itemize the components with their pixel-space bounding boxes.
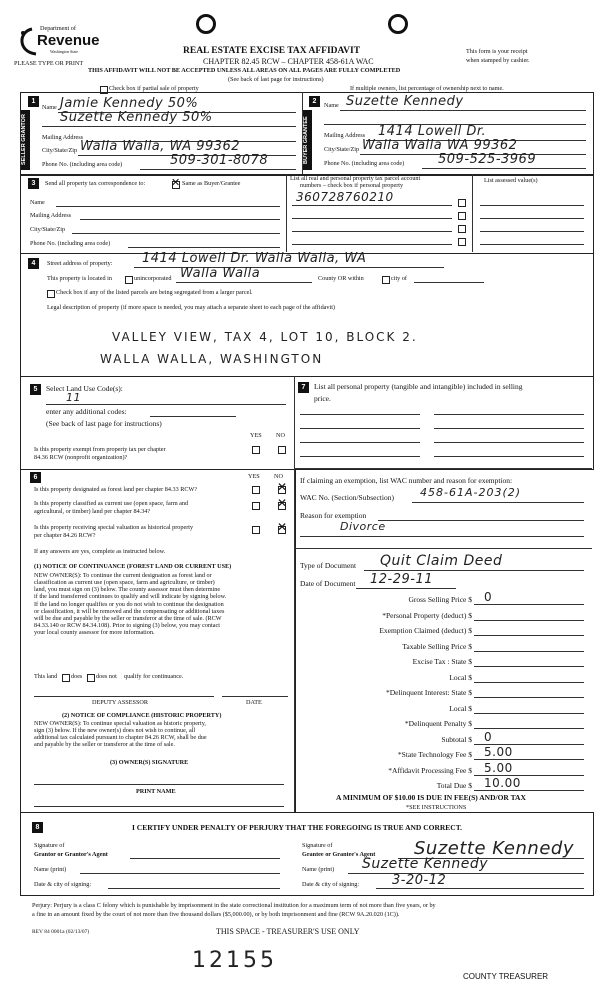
fee-label: Subtotal $ [441, 734, 472, 744]
exempt-question-2: 84.36 RCW (nonprofit organization)? [34, 454, 128, 461]
does-not-checkbox[interactable] [87, 674, 95, 682]
multiple-owners-note: If multiple owners, list percentage of ownership next to name. [350, 85, 504, 92]
fee-label: Local $ [449, 703, 472, 713]
fee-line [474, 713, 584, 714]
see-instructions-note: *SEE INSTRUCTIONS [406, 804, 467, 811]
buyer-phone-label: Phone No. (including area code) [324, 160, 405, 167]
fee-line [474, 697, 584, 698]
fee-label: *Delinquent Interest: State $ [385, 688, 472, 697]
parcel-1-checkbox[interactable] [458, 199, 466, 207]
continuance-text: NEW OWNER(S): To continue the current designation as forest land or classification as current use (open space, farm and agriculture, or timber) land, you must sign on (3) below. The county assessor must then determine if the land transferred continues to qualify and will indicate by signing below. If the land no longer qualifies or you do not wish to continue the designation or classification, it will be removed and the compensating or additional taxes will be due and payable by the seller or transferor at the time of sale. (RCW 84.33.140 or RCW 84.34.108). Prior to signing (3) below, you may contact your local county assessor for more information. [34, 572, 227, 636]
seller-phone-value: 509-301-8078 [170, 153, 269, 168]
fee-line [474, 682, 584, 683]
historic-question-2: per chapter 84.26 RCW? [34, 532, 96, 539]
treasurer-use-label: THIS SPACE - TREASURER'S USE ONLY [216, 927, 360, 936]
revenue-logo [14, 24, 109, 63]
please-print: PLEASE TYPE OR PRINT [14, 60, 84, 67]
personal-property-price: price. [314, 394, 331, 403]
forest-land-question: Is this property designated as forest land per chapter 84.33 RCW? [34, 486, 198, 493]
current-use-no-check-mark-icon: ✕ [277, 496, 288, 510]
exemption-claim-label: If claiming an exemption, list WAC number and reason for exemption: [300, 476, 513, 485]
grantor-sig-label: Signature of [34, 842, 65, 849]
seller-mailing-label: Mailing Address [42, 134, 84, 141]
compliance-text: NEW OWNER(S): To continue special valuation as historic property, sign (3) below. If the new owner(s) does not wish to continue, all additional tax calculated pursuant to chapter 84.26 RCW, shall be due and payable by the seller or transferor at the time of sale. [34, 720, 207, 749]
land-use-label: Select Land Use Code(s): [46, 384, 123, 393]
perjury-text-1: Perjury: Perjury is a class C felony which is punishable by imprisonment in the state correctional institution for a maximum term of not more than five years, or by [32, 902, 436, 909]
current-use-question-2: agricultural, or timber) land per chapter 84.34? [34, 508, 151, 515]
seller-city-label: City/State/Zip [42, 147, 78, 154]
seller-phone-label: Phone No. (including area code) [42, 161, 123, 168]
fee-value: 10.00 [484, 776, 521, 790]
fee-label: *State Technology Fee $ [397, 750, 472, 759]
continuance-title: (1) NOTICE OF CONTINUANCE (FOREST LAND OR CURRENT USE) [34, 563, 232, 570]
reason-label: Reason for exemption [300, 511, 367, 520]
seller-name-2: Suzette Kennedy 50% [60, 110, 213, 125]
logo-state: Washington State [50, 49, 79, 54]
deputy-date-label: DATE [246, 699, 262, 706]
same-as-buyer-label: Same as Buyer/Grantee [182, 180, 241, 187]
section-8-marker: 8 [32, 822, 43, 833]
personal-property-label: List all personal property (tangible and intangible) included in selling [314, 382, 523, 391]
owner-signature-title: (3) OWNER(S) SIGNATURE [110, 759, 189, 766]
buyer-city-value: Walla Walla WA 99362 [362, 138, 518, 153]
fee-label: *Affidavit Processing Fee $ [388, 765, 472, 775]
compliance-title: (2) NOTICE OF COMPLIANCE (HISTORIC PROPERTY) [62, 712, 222, 719]
doc-date-label: Date of Document [300, 579, 356, 588]
land-use-see-back: (See back of last page for instructions) [46, 419, 162, 428]
s3-phone-label: Phone No. (including area code) [30, 240, 111, 247]
assessed-header: List assessed value(s) [484, 177, 538, 184]
buyer-mailing-value: 1414 Lowell Dr. [378, 124, 487, 139]
qualify-label: qualify for continuance. [124, 673, 184, 680]
current-use-question-1: Is this property classified as current use (open space, farm and [34, 500, 189, 507]
doc-date-value: 12-29-11 [370, 572, 434, 587]
section-7-marker: 7 [298, 382, 309, 393]
fee-label: Exemption Claimed (deduct) $ [379, 626, 472, 635]
buyer-phone-value: 509-525-3969 [438, 152, 537, 167]
parcel-2-checkbox[interactable] [458, 212, 466, 220]
receipt-note-2: when stamped by cashier. [466, 57, 530, 64]
s6-yes-header: YES [248, 473, 260, 480]
unincorporated-checkbox[interactable] [125, 276, 133, 284]
fee-label: Total Due $ [436, 781, 472, 790]
grantee-name-label: Name (print) [302, 866, 335, 873]
minimum-fee-note: A MINIMUM OF $10.00 IS DUE IN FEE(S) AND/OR TAX [336, 793, 526, 802]
fee-line [474, 604, 584, 605]
buyer-mailing-label: Mailing Address [324, 132, 366, 139]
section-6-marker: 6 [30, 472, 41, 483]
segregated-label: Check box if any of the listed parcels are being segregated from a larger parcel. [56, 289, 253, 296]
send-correspondence-label: Send all property tax correspondence to: [45, 180, 146, 187]
grantor-name-label: Name (print) [34, 866, 67, 873]
parcel-4-checkbox[interactable] [458, 238, 466, 246]
buyer-name-label: Name [324, 102, 339, 109]
parcel-3-checkbox[interactable] [458, 225, 466, 233]
doc-type-value: Quit Claim Deed [380, 553, 503, 569]
county-or-label: County OR within [318, 275, 364, 282]
segregated-checkbox[interactable] [47, 290, 55, 298]
section-4-marker: 4 [28, 258, 39, 269]
print-name-label: PRINT NAME [136, 788, 176, 795]
doc-type-label: Type of Document [300, 561, 357, 570]
s3-city-label: City/State/Zip [30, 226, 66, 233]
fee-line [474, 651, 584, 652]
forest-yes-checkbox[interactable] [252, 486, 260, 494]
grantee-agent-label: Grantee or Grantee's Agent [302, 851, 376, 858]
form-warning: THIS AFFIDAVIT WILL NOT BE ACCEPTED UNLESS ALL AREAS ON ALL PAGES ARE FULLY COMPLETED [88, 67, 401, 74]
county-treasurer-label: COUNTY TREASURER [463, 972, 549, 981]
city-of-checkbox[interactable] [382, 276, 390, 284]
does-checkbox[interactable] [62, 674, 70, 682]
s5-yes-header: YES [250, 432, 262, 439]
fee-line [474, 620, 584, 621]
buyer-grantee-label: BUYER GRANTEE [303, 110, 312, 170]
exempt-question-1: Is this property exempt from property tax per chapter [34, 446, 166, 453]
fee-label: Local $ [449, 672, 472, 682]
fee-line [474, 666, 584, 667]
county-value: Walla Walla [180, 266, 261, 281]
grantee-date-value: 3-20-12 [392, 873, 447, 888]
historic-yes-checkbox[interactable] [252, 526, 260, 534]
grantor-date-label: Date & city of signing: [34, 881, 92, 888]
located-label: This property is located in [47, 275, 112, 282]
receipt-number: 12155 [192, 948, 277, 973]
grantee-sig-label: Signature of [302, 842, 333, 849]
fee-line [474, 790, 584, 791]
parcel-number: 360728760210 [296, 190, 394, 204]
logo-dept: Department of [40, 25, 76, 32]
punch-hole-left [196, 14, 216, 34]
exempt-no-checkbox[interactable] [278, 446, 286, 454]
historic-question-1: Is this property receiving special valuation as historical property [34, 524, 194, 531]
receipt-note-1: This form is your receipt [466, 48, 528, 55]
form-number: REV 84 0001a (02/13/07) [32, 929, 90, 935]
seller-city-value: Walla Walla, WA 99362 [80, 139, 241, 154]
this-land-label: This land [34, 673, 58, 680]
reason-value: Divorce [340, 520, 386, 533]
seller-grantor-label: SELLER GRANTOR [21, 110, 30, 170]
grantee-signature: Suzette Kennedy [414, 838, 574, 859]
wac-label: WAC No. (Section/Subsection) [300, 493, 394, 502]
wac-value: 458-61A-203(2) [420, 486, 522, 499]
partial-sale-label: Check box if partial sale of property [109, 85, 199, 92]
historic-no-check-mark-icon: ✕ [277, 520, 288, 534]
s6-no-header: NO [274, 473, 283, 480]
fee-label: Gross Selling Price $ [408, 595, 472, 604]
fee-label: Taxable Selling Price $ [402, 641, 472, 651]
s3-mailing-label: Mailing Address [30, 212, 72, 219]
parcel-header-2: numbers – check box if personal property [300, 182, 404, 189]
deputy-assessor-label: DEPUTY ASSESSOR [92, 699, 148, 706]
legal-description-line-1: VALLEY VIEW, TAX 4, LOT 10, BLOCK 2. [112, 330, 418, 344]
legal-description-label: Legal description of property (if more space is needed, you may attach a separate sheet to each page of the affidavit) [47, 304, 335, 311]
additional-codes-label: enter any additional codes: [46, 407, 127, 416]
fee-label: *Personal Property (deduct) $ [382, 610, 472, 620]
street-address-label: Street address of property: [47, 260, 113, 267]
does-not-label: does not [96, 673, 117, 680]
buyer-city-label: City/State/Zip [324, 146, 360, 153]
seller-name-label: Name [42, 104, 57, 111]
forest-no-check-mark-icon: ✕ [277, 480, 288, 494]
s5-no-header: NO [276, 432, 285, 439]
same-as-buyer-check-mark-icon: ✕ [171, 176, 181, 189]
unincorporated-label: unincorporated [134, 275, 172, 282]
section-1-marker: 1 [28, 96, 39, 107]
if-yes-note: If any answers are yes, complete as instructed below. [34, 548, 166, 555]
section-3-marker: 3 [28, 178, 39, 189]
seller-name-1: Jamie Kennedy 50% [60, 96, 199, 111]
fee-value: 5.00 [484, 760, 513, 775]
logo-name: Revenue [37, 32, 100, 49]
parcel-header-1: List all real and personal property tax parcel account [290, 175, 421, 182]
street-address-value: 1414 Lowell Dr. Walla Walla, WA [142, 251, 367, 266]
does-label: does [71, 673, 83, 680]
grantee-name-value: Suzette Kennedy [362, 856, 489, 872]
land-use-value: 11 [66, 391, 81, 404]
fee-value: 0 [484, 729, 493, 744]
form-chapter: CHAPTER 82.45 RCW – CHAPTER 458-61A WAC [203, 57, 374, 66]
fee-line [474, 635, 584, 636]
section-2-marker: 2 [309, 96, 320, 107]
punch-hole-right [388, 14, 408, 34]
fee-label: *Delinquent Penalty $ [404, 719, 472, 728]
certify-statement: I CERTIFY UNDER PENALTY OF PERJURY THAT THE FOREGOING IS TRUE AND CORRECT. [132, 823, 463, 832]
s3-name-label: Name [30, 199, 45, 206]
fee-value: 0 [484, 590, 493, 604]
see-back-note: (See back of last page for instructions) [228, 76, 324, 83]
form-title: REAL ESTATE EXCISE TAX AFFIDAVIT [183, 46, 361, 56]
section-5-marker: 5 [30, 384, 41, 395]
exempt-yes-checkbox[interactable] [252, 446, 260, 454]
current-use-yes-checkbox[interactable] [252, 502, 260, 510]
fee-value: 5.00 [484, 745, 513, 759]
city-of-label: city of [391, 275, 407, 282]
buyer-name-value: Suzette Kennedy [346, 94, 464, 109]
legal-description-line-2: WALLA WALLA, WASHINGTON [100, 352, 324, 366]
fee-label: Excise Tax : State $ [412, 657, 472, 666]
grantee-date-label: Date & city of signing: [302, 881, 360, 888]
grantor-agent-label: Grantor or Grantor's Agent [34, 851, 108, 858]
perjury-text-2: a fine in an amount fixed by the court of not more than five thousand dollars ($5,000.00), or by both imprisonment and fine (RCW 9A.20.020 (1C)). [32, 911, 400, 918]
